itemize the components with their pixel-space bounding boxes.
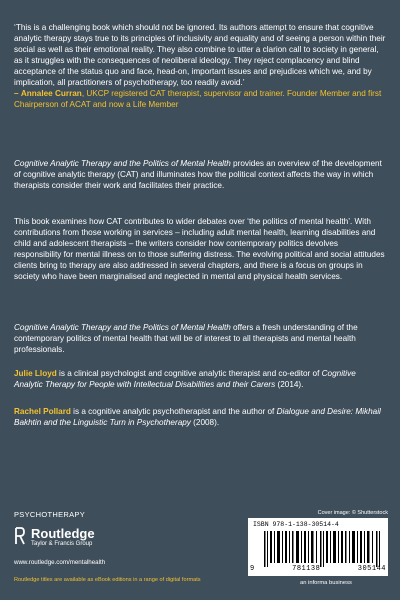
intro-text: provides an overview of the development of cognitive analytic therapy (CAT) and illuminates how the political context affects the way in which therapists consider their work and facilitates their practice.	[14, 159, 382, 190]
editor-book-title: Dialogue and Desire: Mikhail Bakhtin and the Linguistic Turn in Psychotherapy	[14, 407, 381, 427]
outro-text: offers a fresh understanding of the contemporary politics of mental health that will be of interest to all therapists and mental health professionals.	[14, 323, 358, 354]
ebook-note: Routledge titles are available as eBook editions in a range of digital formats	[14, 577, 201, 583]
barcode-bars-icon	[264, 531, 382, 567]
quote-dash: –	[14, 89, 19, 98]
editor-bio-year: (2014).	[275, 380, 304, 389]
routledge-logo-icon	[14, 527, 26, 545]
body-text: This book examines how CAT contributes to wider debates over ‘the politics of mental health’. With contributions from those working in services – including adult mental health, learning disabilities and child and adolescent therapists – the writers consider how contemporary politics devolves responsibility for mental illness on to those suffering distress. The evolving political and social attitudes clients bring to therapy are also addressed in several chapters, and there is a focus on groups in society who have been marginalised and neglected in mental and physical health services.	[14, 217, 385, 281]
barcode	[248, 518, 388, 576]
barcode-digits	[250, 565, 386, 573]
editor-bio	[14, 406, 386, 428]
editor-bio	[14, 368, 386, 390]
publisher-url[interactable]: www.routledge.com/mentalhealth	[14, 559, 106, 566]
barcode-digit-group: 781138	[292, 565, 321, 573]
body-paragraph	[14, 216, 386, 282]
barcode-digit-group: 305144	[357, 565, 386, 573]
outro-book-title: Cognitive Analytic Therapy and the Politics of Mental Health	[14, 323, 231, 332]
editor-name: Rachel Pollard	[14, 407, 71, 416]
outro-paragraph	[14, 322, 386, 355]
cover-image-credit: Cover image: © Shutterstock	[317, 510, 388, 516]
quote-text: ‘This is a challenging book which should not be ignored. Its authors attempt to ensure that cognitive analytic therapy stays true to its principles of inclusivity and equality and of seeing a person within their social as well as their emotional reality. They also combine to utter a clarion call to society in general, as it struggles with the consequences of neoliberal ideology. They reject complacency and blind acceptance of the status quo and face, head-on, important issues and prejudices which we, and by implication, all practitioners of psychotherapy, too readily avoid.’	[14, 23, 386, 87]
intro-paragraph	[14, 158, 386, 191]
quote-credentials: , UKCP registered CAT therapist, supervisor and trainer. Founder Member and first Chairperson of ACAT and now a Life Member	[14, 89, 382, 109]
editor-book-title: Cognitive Analytic Therapy for People with Intellectual Disabilities and their Carers	[14, 369, 356, 389]
barcode-digit-group: 9	[250, 565, 255, 573]
endorsement-quote	[14, 22, 386, 110]
editor-name: Julie Lloyd	[14, 369, 57, 378]
editor-bio-text: is a cognitive analytic psychotherapist and the author of	[70, 407, 277, 416]
category-label: PSYCHOTHERAPY	[14, 510, 85, 519]
publisher-group: Taylor & Francis Group	[31, 541, 93, 547]
informa-label: an informa business	[300, 580, 352, 586]
publisher-name: Routledge	[31, 526, 95, 541]
publisher-logo	[14, 527, 95, 548]
editor-bio-year: (2008).	[190, 418, 220, 427]
quote-author: Annalee Curran	[20, 89, 82, 98]
editor-bio-text: is a clinical psychologist and cognitive analytic therapist and co-editor of	[56, 369, 322, 378]
intro-book-title: Cognitive Analytic Therapy and the Politics of Mental Health	[14, 159, 231, 168]
isbn-label: ISBN 978-1-138-30514-4	[253, 521, 339, 528]
